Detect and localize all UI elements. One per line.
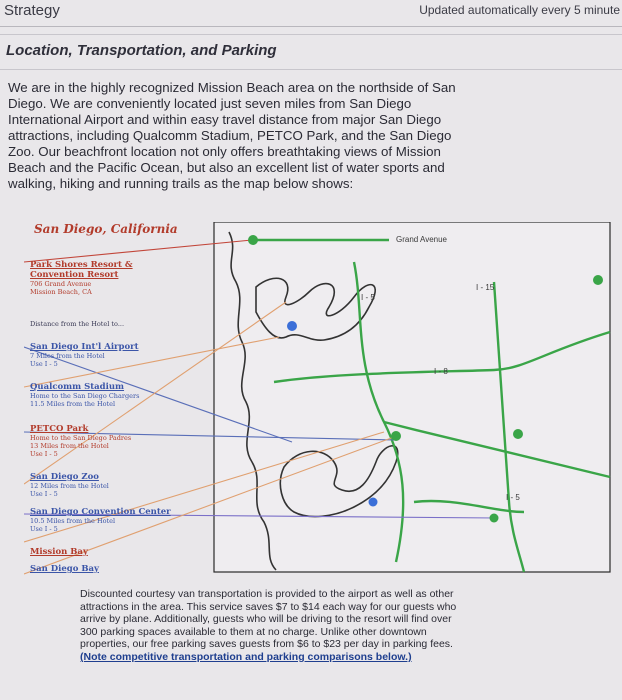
airport-marker [287, 321, 297, 331]
update-note: Updated automatically every 5 minute [419, 3, 620, 17]
airport-line-1: 7 Miles from the Hotel [30, 352, 105, 360]
petco-line-2: 13 Miles from the Hotel [30, 442, 109, 450]
hotel-info [30, 260, 133, 296]
stadium-name: Qualcomm Stadium [30, 382, 125, 392]
petco-line-1: Home to the San Diego Padres [30, 434, 132, 442]
section-title: Location, Transportation, and Parking [6, 42, 277, 59]
convention-info [30, 507, 171, 533]
hotel-name-1: Park Shores Resort & [30, 260, 133, 270]
stadium-line-1: Home to the San Diego Chargers [30, 392, 140, 400]
i5-bottom-label: I - 5 [506, 493, 520, 502]
san-diego-bay-info [30, 564, 99, 574]
intro-paragraph: We are in the highly recognized Mission Beach area on the northside of San Diego. We are conveniently located just seven miles from San Diego International Airport and within easy travel distance from major San Diego attractions, including Qualcomm Stadium, PETCO Park, and the San Diego Zoo. Our beachfront location not only offers breathtaking views of Mission Beach and the Pacific Ocean, but also an excellent list of water sports and walking, hiking and running trails as the map below shows: [8, 80, 456, 191]
petco-info [30, 424, 131, 458]
grand-avenue-label: Grand Avenue [396, 235, 448, 244]
hotel-address-2: Mission Beach, CA [30, 288, 92, 296]
footer-text: Discounted courtesy van transportation is provided to the airport as well as other attractions in the area. This service saves $7 to $14 each way for our guests who arrive by plane. Additionally, guests who will be driving to the resort will find over 300 parking spaces available to them at no charge. Unlike other downtown properties, our free parking saves guests from $6 to $23 per day in parking fees. [80, 588, 457, 651]
airport-name: San Diego Int'l Airport [30, 342, 139, 352]
location-map [24, 222, 614, 587]
convention-line-2: Use I - 5 [30, 525, 58, 533]
zoo-line-2: Use I - 5 [30, 490, 58, 498]
airport-line-2: Use I - 5 [30, 360, 58, 368]
distance-heading: Distance from the Hotel to... [30, 320, 125, 328]
airport-info [30, 342, 139, 368]
convention-marker [369, 498, 378, 507]
section-header [0, 34, 622, 70]
convention-line-1: 10.5 Miles from the Hotel [30, 517, 116, 525]
i5-top-label: I - 5 [361, 293, 375, 302]
hotel-address-1: 706 Grand Avenue [30, 280, 92, 288]
stadium-line-2: 11.5 Miles from the Hotel [30, 400, 116, 408]
header-bar [0, 0, 622, 27]
stadium-info [30, 382, 139, 408]
petco-marker [391, 431, 401, 441]
mission-bay-info [30, 547, 88, 557]
app-title: Strategy [4, 2, 60, 19]
footer-paragraph [80, 588, 470, 664]
map-frame [214, 222, 610, 572]
hotel-marker [248, 235, 258, 245]
comparisons-link[interactable]: (Note competitive transportation and parking comparisons below.) [80, 650, 412, 663]
i15-label: I - 15 [476, 283, 495, 292]
zoo-info [30, 472, 109, 498]
i8-label: I - 8 [434, 367, 448, 376]
hotel-name-2: Convention Resort [30, 270, 119, 280]
convention-name: San Diego Convention Center [30, 507, 171, 517]
mission-bay-name: Mission Bay [30, 547, 88, 557]
zoo-name: San Diego Zoo [30, 472, 99, 482]
stadium-marker [593, 275, 603, 285]
zoo-line-1: 12 Miles from the Hotel [30, 482, 109, 490]
zoo-marker [513, 429, 523, 439]
mission-bay-marker [490, 514, 499, 523]
san-diego-bay-name: San Diego Bay [30, 564, 99, 574]
petco-name: PETCO Park [30, 424, 89, 434]
map-title: San Diego, California [34, 222, 178, 236]
petco-line-3: Use I - 5 [30, 450, 58, 458]
